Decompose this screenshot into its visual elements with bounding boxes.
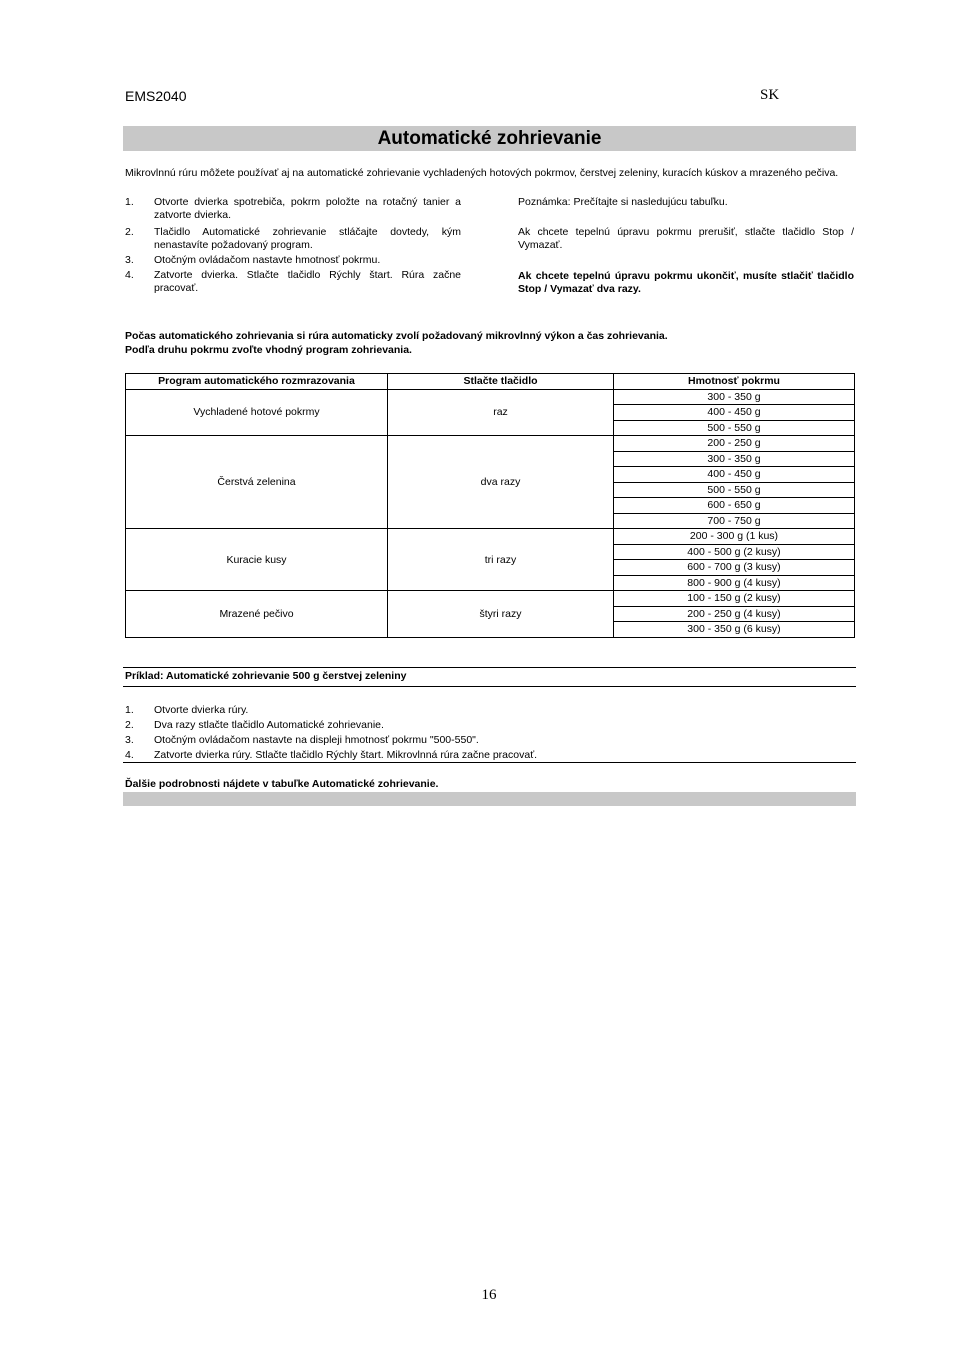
table-row	[126, 389, 855, 405]
note-stop: Ak chcete tepelnú úpravu pokrmu ukončiť, musíte stlačiť tlačidlo Stop / Vymazať dva razy.	[518, 270, 854, 295]
more-details-text: Ďalšie podrobnosti nájdete v tabuľke Automatické zohrievanie.	[125, 778, 439, 790]
model-name: EMS2040	[125, 88, 187, 104]
weight-cell: 400 - 450 g	[614, 405, 855, 421]
weight-cell: 300 - 350 g (6 kusy)	[614, 622, 855, 638]
weight-cell: 200 - 250 g	[614, 436, 855, 452]
col-header-weight: Hmotnosť pokrmu	[614, 374, 855, 390]
list-item: 2. Tlačidlo Automatické zohrievanie stláčajte dovtedy, kým nenastavíte požadovaný program.	[125, 226, 461, 251]
program-cell: Vychladené hotové pokrmy	[126, 389, 388, 436]
weight-cell: 800 - 900 g (4 kusy)	[614, 575, 855, 591]
example-steps-list	[125, 703, 855, 763]
weight-cell: 300 - 350 g	[614, 389, 855, 405]
intro-paragraph: Mikrovlnnú rúru môžete používať aj na automatické zohrievanie vychladených hotových pokrmov, čerstvej zeleniny, kuracích kúskov a mrazeného pečiva.	[125, 167, 839, 179]
list-item: 4. Zatvorte dvierka rúry. Stlačte tlačidlo Rýchly štart. Mikrovlnná rúra začne pracovať.	[125, 749, 538, 761]
weight-cell: 600 - 650 g	[614, 498, 855, 514]
col-header-press: Stlačte tlačidlo	[388, 374, 614, 390]
weight-cell: 300 - 350 g	[614, 451, 855, 467]
weight-cell: 400 - 500 g (2 kusy)	[614, 544, 855, 560]
program-table	[125, 373, 855, 638]
divider	[123, 667, 856, 668]
table-header-row	[126, 374, 855, 390]
program-cell: Mrazené pečivo	[126, 591, 388, 638]
weight-cell: 600 - 700 g (3 kusy)	[614, 560, 855, 576]
table-row	[126, 436, 855, 452]
info-line-1: Počas automatického zohrievania si rúra automaticky zvolí požadovaný mikrovlnný výkon a čas zohrievania.	[125, 330, 668, 342]
press-cell: raz	[388, 389, 614, 436]
list-item: 4. Zatvorte dvierka. Stlačte tlačidlo Rýchly štart. Rúra začne pracovať.	[125, 269, 461, 294]
note-interrupt: Ak chcete tepelnú úpravu pokrmu prerušiť, stlačte tlačidlo Stop / Vymazať.	[518, 226, 854, 251]
program-cell: Čerstvá zelenina	[126, 436, 388, 529]
weight-cell: 400 - 450 g	[614, 467, 855, 483]
weight-cell: 200 - 300 g (1 kus)	[614, 529, 855, 545]
divider	[123, 762, 856, 763]
press-cell: tri razy	[388, 529, 614, 591]
list-item: 2. Dva razy stlačte tlačidlo Automatické zohrievanie.	[125, 719, 384, 731]
title-bar	[123, 126, 856, 151]
weight-cell: 100 - 150 g (2 kusy)	[614, 591, 855, 607]
weight-cell: 200 - 250 g (4 kusy)	[614, 606, 855, 622]
auto-heating-info	[125, 329, 855, 357]
press-cell: štyri razy	[388, 591, 614, 638]
col-header-program: Program automatického rozmrazovania	[126, 374, 388, 390]
list-item: 3. Otočným ovládačom nastavte hmotnosť pokrmu.	[125, 254, 381, 266]
note-read-table: Poznámka: Prečítajte si nasledujúcu tabuľku.	[518, 196, 728, 208]
page-title: Automatické zohrievanie	[377, 128, 602, 149]
language-code: SK	[760, 87, 780, 103]
weight-cell: 500 - 550 g	[614, 420, 855, 436]
list-item: 1. Otvorte dvierka rúry.	[125, 704, 249, 716]
footer-bar	[123, 792, 856, 806]
press-cell: dva razy	[388, 436, 614, 529]
weight-cell: 700 - 750 g	[614, 513, 855, 529]
page-number: 16	[481, 1287, 497, 1303]
table-row	[126, 529, 855, 545]
steps-list	[125, 196, 461, 295]
weight-cell: 500 - 550 g	[614, 482, 855, 498]
list-item: 1. Otvorte dvierka spotrebiča, pokrm položte na rotačný tanier a zatvorte dvierka.	[125, 196, 461, 221]
info-line-2: Podľa druhu pokrmu zvoľte vhodný program zohrievania.	[125, 344, 412, 356]
divider	[123, 686, 856, 687]
list-item: 3. Otočným ovládačom nastavte na displeji hmotnosť pokrmu "500-550".	[125, 734, 479, 746]
program-cell: Kuracie kusy	[126, 529, 388, 591]
example-title: Príklad: Automatické zohrievanie 500 g čerstvej zeleniny	[125, 670, 407, 682]
table-row	[126, 591, 855, 607]
